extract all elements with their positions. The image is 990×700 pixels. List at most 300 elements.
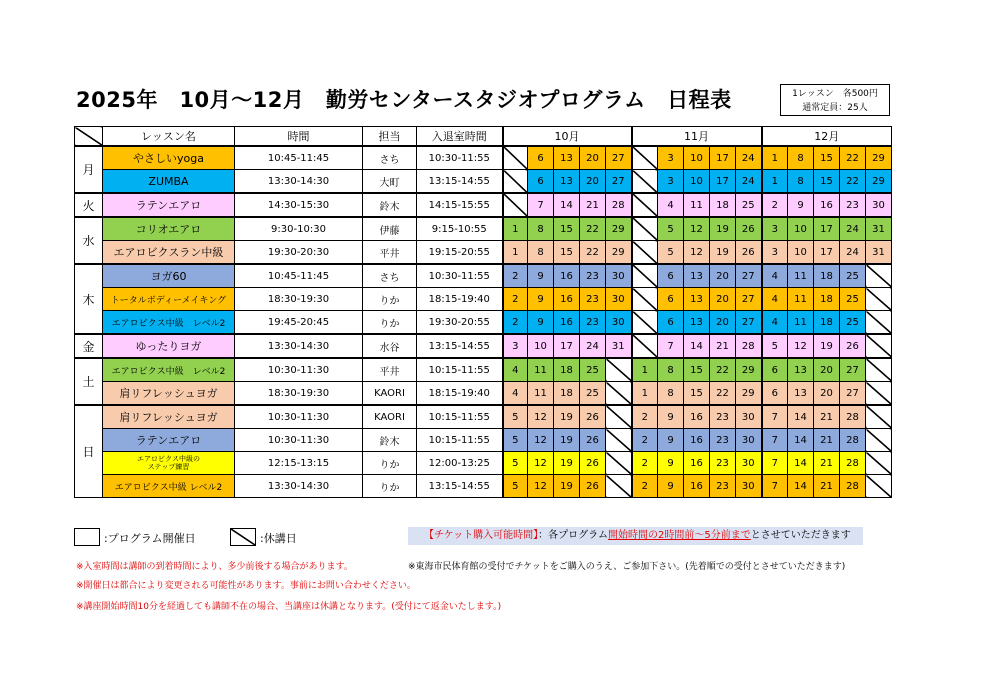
date-number: 4 bbox=[512, 364, 519, 376]
lesson-teacher: りか bbox=[363, 311, 417, 335]
lesson-entry-time: 10:30-11:55 bbox=[417, 146, 503, 170]
date-number: 22 bbox=[846, 175, 859, 187]
date-number: 8 bbox=[667, 387, 674, 399]
date-cell bbox=[684, 170, 710, 194]
date-cell bbox=[762, 475, 788, 498]
date-cell bbox=[658, 405, 684, 429]
lesson-time: 12:15-13:15 bbox=[235, 452, 363, 475]
closed-cell bbox=[606, 452, 632, 475]
date-cell bbox=[814, 452, 840, 475]
date-number: 22 bbox=[846, 152, 859, 164]
date-cell bbox=[762, 382, 788, 406]
date-number: 24 bbox=[741, 175, 755, 187]
date-cell bbox=[503, 288, 528, 311]
date-number: 8 bbox=[797, 152, 804, 164]
date-number: 16 bbox=[560, 270, 573, 282]
date-cell bbox=[684, 193, 710, 217]
date-cell bbox=[788, 334, 814, 358]
date-number: 1 bbox=[771, 175, 778, 187]
closed-cell bbox=[866, 452, 892, 475]
date-number: 5 bbox=[771, 340, 778, 352]
date-cell bbox=[814, 288, 840, 311]
date-number: 16 bbox=[560, 316, 573, 328]
date-cell bbox=[710, 358, 736, 382]
date-cell bbox=[554, 146, 580, 170]
date-cell bbox=[503, 311, 528, 335]
date-cell bbox=[528, 146, 554, 170]
date-number: 21 bbox=[820, 457, 833, 469]
date-number: 27 bbox=[741, 270, 755, 282]
date-number: 16 bbox=[690, 434, 703, 446]
date-number: 19 bbox=[716, 223, 729, 235]
date-number: 4 bbox=[771, 270, 778, 282]
date-number: 24 bbox=[741, 152, 755, 164]
date-cell bbox=[736, 334, 762, 358]
date-cell bbox=[710, 288, 736, 311]
closed-cell bbox=[503, 193, 528, 217]
ticket-heading: 【チケット購入可能時間】 bbox=[424, 530, 539, 541]
date-cell bbox=[554, 382, 580, 406]
closed-cell bbox=[866, 429, 892, 452]
date-cell bbox=[580, 429, 606, 452]
table-row bbox=[75, 382, 892, 406]
lesson-time: 10:30-11:30 bbox=[235, 358, 363, 382]
date-cell bbox=[554, 311, 580, 335]
capacity-line: 通常定員：25人 bbox=[802, 103, 868, 113]
date-cell bbox=[710, 193, 736, 217]
date-number: 20 bbox=[716, 316, 729, 328]
closed-cell bbox=[866, 382, 892, 406]
date-number: 27 bbox=[846, 387, 859, 399]
date-number: 3 bbox=[667, 152, 674, 164]
lesson-teacher: 平井 bbox=[363, 358, 417, 382]
date-number: 16 bbox=[820, 199, 833, 211]
lesson-time: 14:30-15:30 bbox=[235, 193, 363, 217]
ticket-notice bbox=[408, 527, 863, 545]
date-cell bbox=[528, 358, 554, 382]
table-row bbox=[75, 264, 892, 288]
date-cell bbox=[554, 405, 580, 429]
date-number: 28 bbox=[846, 411, 859, 423]
table-row bbox=[75, 358, 892, 382]
date-cell bbox=[580, 241, 606, 265]
date-number: 22 bbox=[716, 387, 729, 399]
date-number: 21 bbox=[820, 411, 833, 423]
date-cell bbox=[606, 193, 632, 217]
date-cell bbox=[814, 241, 840, 265]
date-number: 3 bbox=[771, 223, 778, 235]
date-number: 26 bbox=[586, 457, 599, 469]
date-number: 23 bbox=[846, 199, 859, 211]
date-cell bbox=[788, 288, 814, 311]
page-title: 2025年 10月～12月 勤労センタースタジオプログラム 日程表 bbox=[76, 88, 732, 112]
date-cell bbox=[814, 405, 840, 429]
table-row bbox=[75, 475, 892, 498]
date-cell bbox=[866, 146, 892, 170]
lesson-name bbox=[103, 405, 235, 429]
header-teacher: 担当 bbox=[363, 127, 417, 147]
lesson-name bbox=[103, 475, 235, 498]
date-number: 27 bbox=[611, 152, 625, 164]
date-number: 27 bbox=[611, 175, 625, 187]
date-cell bbox=[762, 334, 788, 358]
date-number: 14 bbox=[794, 434, 807, 446]
closed-cell bbox=[866, 264, 892, 288]
date-cell bbox=[840, 217, 866, 241]
date-number: 30 bbox=[872, 199, 885, 211]
date-cell bbox=[684, 405, 710, 429]
date-number: 9 bbox=[667, 411, 674, 423]
date-cell bbox=[528, 334, 554, 358]
date-cell bbox=[710, 452, 736, 475]
date-number: 19 bbox=[820, 340, 833, 352]
lesson-name-text: ラテンエアロ bbox=[135, 434, 202, 447]
date-number: 10 bbox=[794, 246, 807, 258]
date-number: 29 bbox=[872, 152, 885, 164]
lesson-entry-time: 10:15-11:55 bbox=[417, 429, 503, 452]
day-cell: 水 bbox=[75, 217, 103, 264]
lesson-teacher: 水谷 bbox=[363, 334, 417, 358]
date-number: 25 bbox=[846, 293, 859, 305]
closed-day-label: :休講日 bbox=[260, 532, 297, 545]
date-number: 21 bbox=[820, 480, 833, 492]
date-number: 19 bbox=[560, 457, 573, 469]
date-number: 16 bbox=[690, 411, 703, 423]
date-cell bbox=[554, 170, 580, 194]
date-number: 15 bbox=[560, 246, 573, 258]
lesson-name bbox=[103, 217, 235, 241]
date-number: 29 bbox=[741, 364, 755, 376]
lesson-name bbox=[103, 429, 235, 452]
date-number: 5 bbox=[512, 480, 519, 492]
date-number: 25 bbox=[586, 387, 599, 399]
date-number: 26 bbox=[586, 434, 599, 446]
closed-day-swatch bbox=[230, 528, 256, 546]
date-cell bbox=[554, 241, 580, 265]
date-cell bbox=[866, 241, 892, 265]
table-row bbox=[75, 452, 892, 475]
date-number: 22 bbox=[586, 246, 599, 258]
date-number: 1 bbox=[512, 223, 519, 235]
date-number: 9 bbox=[667, 480, 674, 492]
lesson-teacher: りか bbox=[363, 475, 417, 498]
lesson-name bbox=[103, 146, 235, 170]
date-cell bbox=[710, 405, 736, 429]
date-cell bbox=[710, 429, 736, 452]
date-cell bbox=[554, 429, 580, 452]
date-cell bbox=[580, 217, 606, 241]
header-month-10: 10月 bbox=[503, 127, 632, 147]
date-cell bbox=[528, 170, 554, 194]
closed-cell bbox=[606, 382, 632, 406]
lesson-entry-time: 10:30-11:55 bbox=[417, 264, 503, 288]
date-cell bbox=[632, 382, 658, 406]
date-cell bbox=[528, 475, 554, 498]
date-cell bbox=[580, 452, 606, 475]
date-number: 26 bbox=[741, 223, 755, 235]
date-cell bbox=[658, 241, 684, 265]
date-cell bbox=[580, 146, 606, 170]
date-cell bbox=[840, 405, 866, 429]
closed-cell bbox=[503, 146, 528, 170]
table-row bbox=[75, 217, 892, 241]
date-cell bbox=[762, 241, 788, 265]
date-number: 7 bbox=[537, 199, 544, 211]
date-cell bbox=[788, 475, 814, 498]
date-cell bbox=[814, 358, 840, 382]
date-number: 5 bbox=[512, 457, 519, 469]
table-row bbox=[75, 146, 892, 170]
date-cell bbox=[710, 264, 736, 288]
lesson-name bbox=[103, 334, 235, 358]
date-number: 20 bbox=[820, 364, 833, 376]
date-cell bbox=[554, 452, 580, 475]
header-lesson-name: レッスン名 bbox=[103, 127, 235, 147]
date-cell bbox=[840, 358, 866, 382]
date-cell bbox=[788, 452, 814, 475]
date-number: 10 bbox=[690, 175, 703, 187]
date-number: 8 bbox=[537, 246, 544, 258]
date-number: 30 bbox=[741, 434, 755, 446]
date-number: 12 bbox=[534, 480, 547, 492]
date-cell bbox=[814, 429, 840, 452]
date-number: 31 bbox=[872, 223, 885, 235]
closed-cell bbox=[632, 146, 658, 170]
ticket-time-range: 開始時間の2時間前～5分前まで bbox=[608, 530, 751, 541]
date-cell bbox=[762, 146, 788, 170]
date-cell bbox=[788, 170, 814, 194]
date-cell bbox=[658, 382, 684, 406]
date-number: 4 bbox=[512, 387, 519, 399]
lesson-name bbox=[103, 241, 235, 265]
date-number: 7 bbox=[771, 434, 778, 446]
date-cell bbox=[814, 475, 840, 498]
date-number: 29 bbox=[611, 223, 625, 235]
date-number: 12 bbox=[690, 246, 703, 258]
date-number: 4 bbox=[771, 316, 778, 328]
date-cell bbox=[503, 264, 528, 288]
date-cell bbox=[762, 193, 788, 217]
lesson-teacher: 平井 bbox=[363, 241, 417, 265]
closed-cell bbox=[606, 429, 632, 452]
date-number: 13 bbox=[794, 364, 807, 376]
closed-cell bbox=[632, 241, 658, 265]
date-number: 13 bbox=[690, 270, 703, 282]
date-number: 6 bbox=[771, 364, 778, 376]
date-cell bbox=[710, 311, 736, 335]
date-number: 18 bbox=[820, 293, 833, 305]
lesson-name bbox=[103, 311, 235, 335]
date-cell bbox=[788, 264, 814, 288]
date-cell bbox=[736, 405, 762, 429]
date-number: 25 bbox=[741, 199, 755, 211]
date-number: 26 bbox=[586, 411, 599, 423]
date-cell bbox=[840, 311, 866, 335]
date-number: 6 bbox=[771, 387, 778, 399]
date-cell bbox=[684, 311, 710, 335]
date-cell bbox=[684, 382, 710, 406]
date-cell bbox=[788, 311, 814, 335]
date-number: 7 bbox=[667, 340, 674, 352]
date-cell bbox=[814, 217, 840, 241]
date-number: 14 bbox=[690, 340, 703, 352]
date-cell bbox=[528, 311, 554, 335]
date-number: 10 bbox=[534, 340, 547, 352]
date-cell bbox=[528, 241, 554, 265]
date-number: 9 bbox=[797, 199, 804, 211]
date-cell bbox=[554, 475, 580, 498]
date-cell bbox=[554, 217, 580, 241]
date-cell bbox=[606, 311, 632, 335]
date-cell bbox=[503, 334, 528, 358]
date-number: 11 bbox=[794, 270, 807, 282]
date-number: 17 bbox=[560, 340, 573, 352]
date-cell bbox=[606, 170, 632, 194]
date-number: 28 bbox=[846, 434, 859, 446]
date-number: 10 bbox=[690, 152, 703, 164]
lesson-time: 18:30-19:30 bbox=[235, 288, 363, 311]
date-number: 24 bbox=[586, 340, 599, 352]
date-cell bbox=[503, 452, 528, 475]
lesson-time: 18:30-19:30 bbox=[235, 382, 363, 406]
date-cell bbox=[736, 264, 762, 288]
date-number: 1 bbox=[641, 387, 648, 399]
date-cell bbox=[606, 288, 632, 311]
date-cell bbox=[554, 193, 580, 217]
date-cell bbox=[580, 382, 606, 406]
date-number: 20 bbox=[586, 175, 599, 187]
date-cell bbox=[528, 288, 554, 311]
lesson-name bbox=[103, 170, 235, 194]
lesson-entry-time: 13:15-14:55 bbox=[417, 334, 503, 358]
lesson-time: 10:30-11:30 bbox=[235, 405, 363, 429]
date-number: 13 bbox=[690, 316, 703, 328]
header-row bbox=[75, 127, 892, 147]
date-cell bbox=[580, 264, 606, 288]
date-cell bbox=[580, 334, 606, 358]
date-number: 6 bbox=[667, 293, 674, 305]
date-number: 19 bbox=[560, 480, 573, 492]
lesson-name-text: やさしいyoga bbox=[133, 152, 204, 165]
date-cell bbox=[788, 193, 814, 217]
lesson-teacher: さち bbox=[363, 146, 417, 170]
lesson-name-text: ラテンエアロ bbox=[135, 199, 202, 212]
date-cell bbox=[736, 358, 762, 382]
date-number: 13 bbox=[690, 293, 703, 305]
lesson-name bbox=[103, 452, 235, 475]
date-cell bbox=[632, 405, 658, 429]
note-instructor-absence: ※講座開始時間10分を経過しても講師不在の場合、当講座は休講となります。(受付にて返金いたします。) bbox=[76, 602, 502, 612]
date-number: 5 bbox=[667, 223, 674, 235]
date-cell bbox=[762, 311, 788, 335]
date-number: 13 bbox=[794, 387, 807, 399]
date-cell bbox=[632, 452, 658, 475]
date-cell bbox=[684, 217, 710, 241]
date-cell bbox=[814, 264, 840, 288]
date-cell bbox=[788, 429, 814, 452]
date-number: 2 bbox=[512, 270, 519, 282]
date-number: 29 bbox=[872, 175, 885, 187]
lesson-time: 10:45-11:45 bbox=[235, 146, 363, 170]
lesson-time: 10:30-11:30 bbox=[235, 429, 363, 452]
date-cell bbox=[840, 241, 866, 265]
note-entry-time: ※入室時間は講師の到着時間により、多少前後する場合があります。 bbox=[76, 562, 353, 572]
date-cell bbox=[580, 475, 606, 498]
date-cell bbox=[710, 382, 736, 406]
header-entry-time: 入退室時間 bbox=[417, 127, 503, 147]
date-cell bbox=[788, 241, 814, 265]
date-number: 28 bbox=[611, 199, 625, 211]
date-cell bbox=[658, 311, 684, 335]
date-cell bbox=[866, 193, 892, 217]
date-cell bbox=[528, 193, 554, 217]
schedule-table bbox=[74, 126, 892, 498]
date-number: 9 bbox=[537, 270, 544, 282]
date-cell bbox=[762, 264, 788, 288]
date-number: 11 bbox=[534, 387, 547, 399]
date-number: 30 bbox=[741, 480, 755, 492]
date-number: 13 bbox=[560, 152, 573, 164]
day-cell: 月 bbox=[75, 146, 103, 193]
date-cell bbox=[580, 170, 606, 194]
date-number: 12 bbox=[534, 434, 547, 446]
date-cell bbox=[503, 358, 528, 382]
date-number: 30 bbox=[741, 411, 755, 423]
date-cell bbox=[736, 475, 762, 498]
date-number: 12 bbox=[534, 457, 547, 469]
lesson-time: 10:45-11:45 bbox=[235, 264, 363, 288]
date-cell bbox=[736, 429, 762, 452]
date-cell bbox=[684, 264, 710, 288]
date-number: 30 bbox=[741, 457, 755, 469]
date-number: 31 bbox=[872, 246, 885, 258]
date-number: 11 bbox=[690, 199, 703, 211]
date-number: 28 bbox=[846, 457, 859, 469]
ticket-middle: ：各プログラム bbox=[538, 530, 609, 541]
date-number: 14 bbox=[794, 480, 807, 492]
date-number: 17 bbox=[716, 152, 729, 164]
date-number: 14 bbox=[794, 457, 807, 469]
lesson-entry-time: 13:15-14:55 bbox=[417, 475, 503, 498]
date-cell bbox=[736, 452, 762, 475]
date-cell bbox=[658, 170, 684, 194]
date-number: 12 bbox=[534, 411, 547, 423]
closed-cell bbox=[632, 193, 658, 217]
date-cell bbox=[580, 311, 606, 335]
date-number: 15 bbox=[560, 223, 573, 235]
open-day-label: :プログラム開催日 bbox=[104, 532, 196, 545]
closed-cell bbox=[866, 475, 892, 498]
table-row bbox=[75, 241, 892, 265]
date-cell bbox=[658, 475, 684, 498]
date-cell bbox=[866, 217, 892, 241]
date-number: 9 bbox=[667, 434, 674, 446]
date-cell bbox=[658, 288, 684, 311]
closed-cell bbox=[632, 288, 658, 311]
date-cell bbox=[580, 358, 606, 382]
date-number: 25 bbox=[846, 270, 859, 282]
closed-cell bbox=[866, 358, 892, 382]
lesson-entry-time: 9:15-10:55 bbox=[417, 217, 503, 241]
date-number: 23 bbox=[586, 316, 599, 328]
date-cell bbox=[788, 405, 814, 429]
date-cell bbox=[736, 193, 762, 217]
date-number: 7 bbox=[771, 480, 778, 492]
lesson-teacher: 伊藤 bbox=[363, 217, 417, 241]
date-number: 30 bbox=[611, 293, 625, 305]
date-number: 12 bbox=[690, 223, 703, 235]
lesson-entry-time: 12:00-13:25 bbox=[417, 452, 503, 475]
